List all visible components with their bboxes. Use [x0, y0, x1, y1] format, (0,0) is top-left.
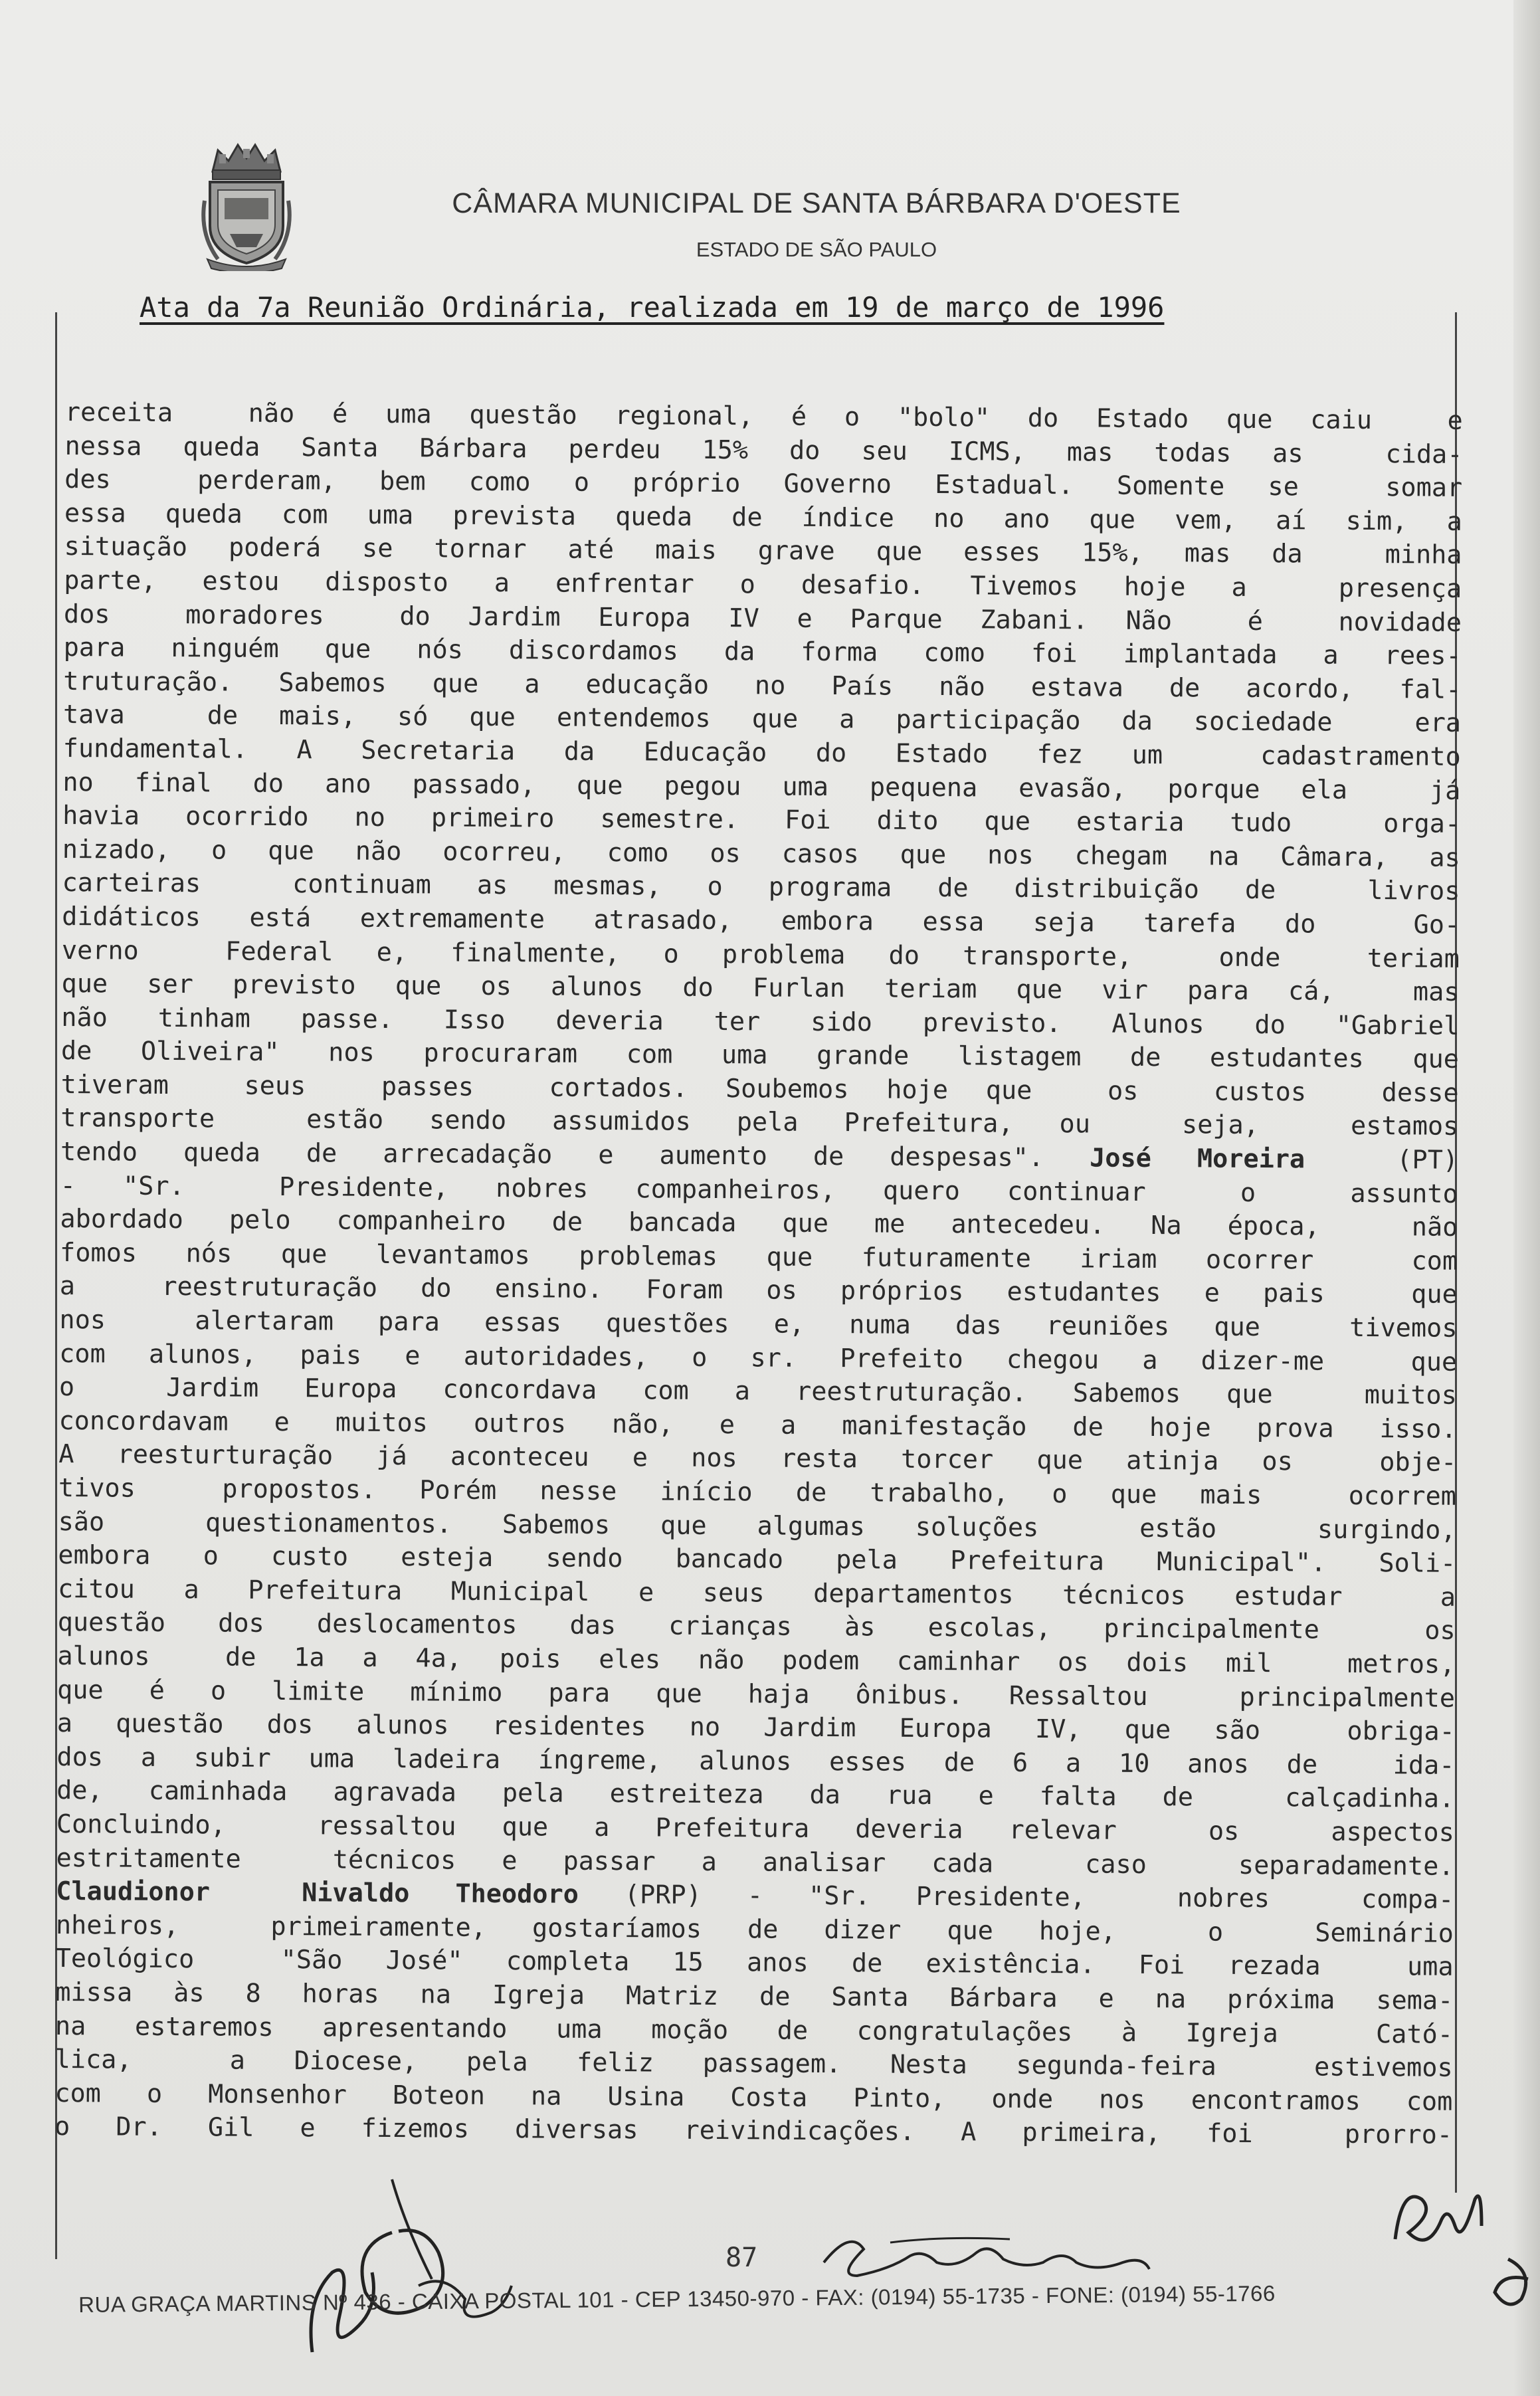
text-line: Concluindo, ressaltou que a Prefeitura deveria relevar os aspectos — [56, 1809, 1454, 1848]
page-edge-shadow — [1513, 0, 1540, 2396]
minutes-body — [54, 396, 1463, 2153]
text-line: verno Federal e, finalmente, o problema do transporte, onde teriam — [61, 935, 1460, 974]
text-line: nessa queda Santa Bárbara perdeu 15% do seu ICMS, mas todas as cida- — [64, 431, 1463, 470]
signature-center-icon — [811, 2216, 1156, 2289]
organization-name: CÂMARA MUNICIPAL DE SANTA BÁRBARA D'OESTE — [452, 187, 1181, 219]
text-line: que ser previsto que os alunos do Furlan teriam que vir para cá, mas — [61, 969, 1460, 1007]
text-line: concordavam e muitos outros não, e a manifestação de hoje prova isso. — [58, 1405, 1457, 1445]
text-line: parte, estou disposto a enfrentar o desafio. Tivemos hoje a presença — [64, 565, 1462, 604]
text-line: missa às 8 horas na Igreja Matriz de Santa Bárbara e na próxima sema- — [55, 1977, 1454, 2016]
speaker-name: Claudionor Nivaldo Theodoro — [56, 1876, 579, 1910]
text-line: nizado, o que não ocorreu, como os casos que nos chegam na Câmara, as — [62, 834, 1460, 873]
text-line: a questão dos alunos residentes no Jardim Europa IV, que são obriga- — [56, 1708, 1455, 1747]
text-line: com o Monsenhor Boteon na Usina Costa Pinto, onde nos encontramos com — [54, 2078, 1453, 2117]
text-line: fundamental. A Secretaria da Educação do Estado fez um cadastramento — [62, 733, 1461, 772]
text-line: para ninguém que nós discordamos da forma como foi implantada a rees- — [63, 633, 1462, 672]
footer-address: RUA GRAÇA MARTINS Nº 436 - CAIXA POSTAL 101 - CEP 13450-970 - FAX: (0194) 55-1735 - FONE: (0194) 55-1766 — [78, 2280, 1276, 2317]
text-line: a reestruturação do ensino. Foram os próprios estudantes e pais que — [59, 1271, 1458, 1310]
text-line-speaker-jose: tendo queda de arrecadação e aumento de despesas". José Moreira (PT) — [60, 1137, 1459, 1175]
signature-left-icon — [292, 2153, 531, 2372]
text-line: transporte estão sendo assumidos pela Prefeitura, ou seja, estamos — [60, 1103, 1459, 1142]
text-line: citou a Prefeitura Municipal e seus departamentos técnicos estudar a — [57, 1573, 1456, 1613]
text-line: des perderam, bem como o próprio Governo Estadual. Somente se somar — [64, 464, 1463, 504]
organization-state: ESTADO DE SÃO PAULO — [696, 238, 937, 261]
text-line: receita não é uma questão regional, é o "bolo" do Estado que caiu e — [64, 397, 1463, 436]
text-line: questão dos deslocamentos das crianças às escolas, principalmente os — [57, 1607, 1456, 1647]
text-line: lica, a Diocese, pela feliz passagem. Nesta segunda-feira estivemos — [54, 2045, 1453, 2083]
text-line: dos a subir uma ladeira íngreme, alunos esses de 6 a 10 anos de ida- — [56, 1742, 1455, 1781]
text-line: nheiros, primeiramente, gostaríamos de dizer que hoje, o Seminário — [55, 1910, 1454, 1949]
text-line: tiveram seus passes cortados. Soubemos hoje que os custos desse — [60, 1069, 1459, 1108]
text-line: A reesturturação já aconteceu e nos resta torcer que atinja os obje- — [58, 1439, 1457, 1478]
text-line: havia ocorrido no primeiro semestre. Foi dito que estaria tudo orga- — [62, 801, 1461, 839]
text-line: são questionamentos. Sabemos que algumas soluções estão surgindo, — [58, 1506, 1456, 1546]
text-line: embora o custo esteja sendo bancado pela Prefeitura Municipal". Soli- — [58, 1540, 1456, 1579]
text-line: carteiras continuam as mesmas, o programa de distribuição de livros — [62, 868, 1460, 907]
text-line: alunos de 1a a 4a, pois eles não podem caminhar os dois mil metros, — [57, 1641, 1456, 1680]
text-line: o Dr. Gil e fizemos diversas reivindicações. A primeira, foi prorro- — [54, 2112, 1453, 2151]
speaker-name: José Moreira — [1090, 1143, 1305, 1175]
text-line: de, caminhada agravada pela estreiteza da rua e falta de calçadinha. — [56, 1775, 1455, 1815]
text-line: - "Sr. Presidente, nobres companheiros, quero continuar o assunto — [60, 1170, 1458, 1209]
text-line: essa queda com uma prevista queda de índice no ano que vem, aí sim, a — [64, 498, 1463, 537]
text-line: estritamente técnicos e passar a analisar cada caso separadamente. — [56, 1843, 1454, 1882]
text-line: com alunos, pais e autoridades, o sr. Prefeito chegou a dizer-me que — [59, 1338, 1458, 1377]
text-line: fomos nós que levantamos problemas que futuramente iriam ocorrer com — [59, 1237, 1458, 1276]
text-line: tava de mais, só que entendemos que a participação da sociedade era — [62, 700, 1462, 739]
text-line: nos alertaram para essas questões e, numa das reuniões que tivemos — [59, 1305, 1458, 1344]
text-line: situação poderá se tornar até mais grave que esses 15%, mas da minha — [64, 532, 1462, 571]
text-line: no final do ano passado, que pegou uma pequena evasão, porque ela já — [62, 767, 1461, 806]
text-line: o Jardim Europa concordava com a reestruturação. Sabemos que muitos — [58, 1372, 1457, 1411]
text-line: na estaremos apresentando uma moção de congratulações à Igreja Cató- — [54, 2011, 1454, 2050]
text-line: tivos propostos. Porém nesse início de trabalho, o que mais ocorrem — [58, 1472, 1457, 1512]
document-title: Ata da 7a Reunião Ordinária, realizada em 19 de março de 1996 — [140, 291, 1165, 324]
text-line: dos moradores do Jardim Europa IV e Parque Zabani. Não é novidade — [63, 599, 1462, 638]
text-line: não tinham passe. Isso deveria ter sido previsto. Alunos do "Gabriel — [61, 1002, 1460, 1041]
text-line: didáticos está extremamente atrasado, embora essa seja tarefa do Go- — [62, 901, 1460, 940]
text-line: de Oliveira" nos procuraram com uma grande listagem de estudantes que — [60, 1036, 1460, 1075]
page-number: 87 — [725, 2243, 758, 2273]
text-line: truturação. Sabemos que a educação no País não estava de acordo, fal- — [63, 666, 1462, 705]
text-line: Teológico "São José" completa 15 anos de existência. Foi rezada uma — [55, 1944, 1454, 1983]
text-line-speaker-claudionor: Claudionor Nivaldo Theodoro (PRP) - "Sr. Presidente, nobres compa- — [56, 1876, 1454, 1915]
text-line: que é o limite mínimo para que haja ônibus. Ressaltou principalmente — [56, 1674, 1456, 1714]
text-line: abordado pelo companheiro de bancada que me antecedeu. Na época, não — [60, 1204, 1458, 1243]
